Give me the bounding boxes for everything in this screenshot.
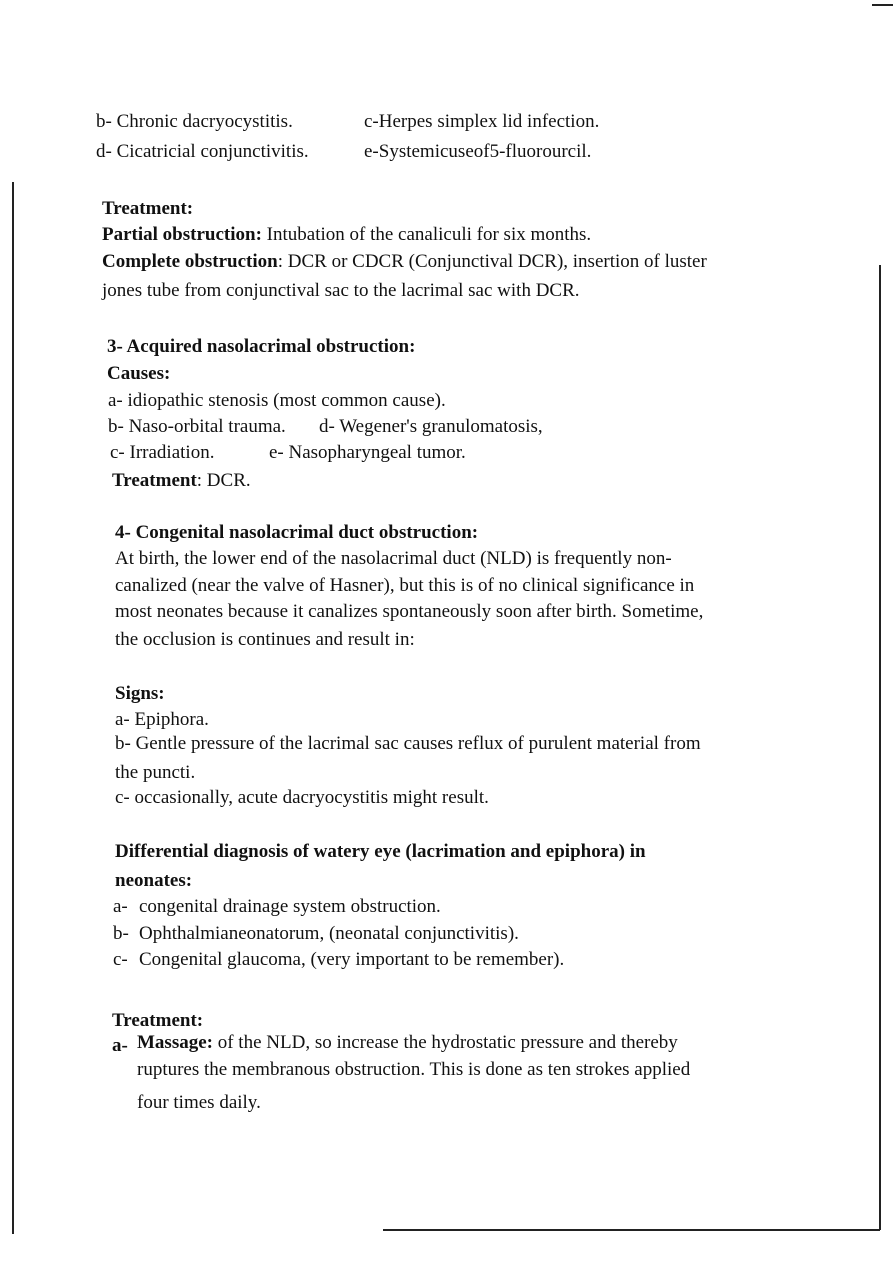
differential-item-b: Ophthalmianeonatorum, (neonatal conjunctivitis). [139,923,519,944]
cause-e: e-Systemicuseof5-fluorourcil. [364,141,592,162]
acquired-cause-e: e- Nasopharyngeal tumor. [269,442,466,463]
differential-item-b-marker: b- [113,923,129,944]
treatment-heading: Treatment: [102,198,194,219]
complete-obstruction-label: Complete obstruction [102,251,278,272]
scan-mark-top [872,4,893,6]
scan-border-bottom [383,1229,880,1231]
congenital-line-2: canalized (near the valve of Hasner), but this is of no clinical significance in [115,575,695,596]
massage-line-2: ruptures the membranous obstruction. This is done as ten strokes applied [137,1059,691,1080]
sign-a: a- Epiphora. [115,709,209,730]
congenital-heading: 4- Congenital nasolacrimal duct obstruction: [115,522,479,543]
differential-item-a-marker: a- [113,896,128,917]
differential-heading-2: neonates: [115,870,193,891]
differential-item-c: Congenital glaucoma, (very important to be remember). [139,949,565,970]
partial-obstruction-text: Intubation of the canaliculi for six months. [261,224,592,245]
massage-line [137,1031,678,1055]
massage-label: Massage: [137,1032,213,1053]
differential-item-c-marker: c- [113,949,128,970]
acquired-cause-c: c- Irradiation. [110,442,215,463]
acquired-cause-a: a- idiopathic stenosis (most common cause). [108,390,446,411]
differential-item-a: congenital drainage system obstruction. [139,896,441,917]
scan-border-right [879,265,881,1230]
treatment-2-marker: a- [112,1035,128,1056]
cause-c: c-Herpes simplex lid infection. [364,111,600,132]
scan-border-left [12,182,14,1234]
complete-obstruction-line [102,250,707,274]
cause-d: d- Cicatricial conjunctivitis. [96,141,309,162]
acquired-treatment-text: : DCR. [196,470,251,491]
cause-b: b- Chronic dacryocystitis. [96,111,293,132]
massage-line-3: four times daily. [137,1092,261,1113]
acquired-treatment-label: Treatment [112,470,197,491]
congenital-line-4: the occlusion is continues and result in: [115,629,415,650]
sign-c: c- occasionally, acute dacryocystitis might result. [115,787,489,808]
sign-b-cont: the puncti. [115,762,196,783]
partial-obstruction-label: Partial obstruction: [102,224,262,245]
acquired-heading: 3- Acquired nasolacrimal obstruction: [107,336,416,357]
acquired-cause-d: d- Wegener's granulomatosis, [319,416,543,437]
acquired-cause-b: b- Naso-orbital trauma. [108,416,286,437]
causes-heading: Causes: [107,363,171,384]
sign-b: b- Gentle pressure of the lacrimal sac causes reflux of purulent material from [115,733,701,754]
complete-obstruction-text: : DCR or CDCR (Conjunctival DCR), insertion of luster [277,251,707,272]
congenital-line-3: most neonates because it canalizes spontaneously soon after birth. Sometime, [115,601,704,622]
partial-obstruction-line [102,223,591,247]
congenital-line-1: At birth, the lower end of the nasolacrimal duct (NLD) is frequently non- [115,548,672,569]
complete-obstruction-line-2: jones tube from conjunctival sac to the lacrimal sac with DCR. [102,280,580,301]
differential-heading: Differential diagnosis of watery eye (lacrimation and epiphora) in [115,841,646,862]
treatment-2-heading: Treatment: [112,1010,204,1031]
acquired-treatment-line [112,469,251,493]
massage-text: of the NLD, so increase the hydrostatic pressure and thereby [212,1032,678,1053]
signs-heading: Signs: [115,683,165,704]
